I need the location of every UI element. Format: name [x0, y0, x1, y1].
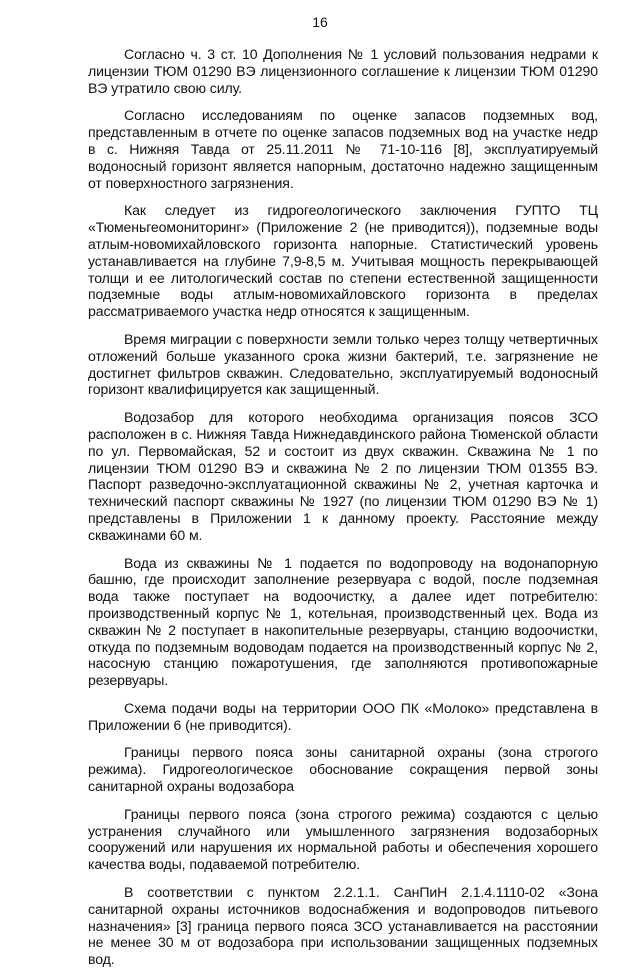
paragraph-supply-scheme: Схема подачи воды на территории ООО ПК «Молоко» представлена в Приложении 6 (не приводится).	[88, 699, 598, 733]
paragraph-groundwater-study: Согласно исследованиям по оценке запасов подземных вод, представленным в отчете по оценке запасов подземных вод на участке недр в с. Нижняя Тавда от 25.11.2011 № 71-10-116 [8], эксплуатируемый водоносный горизонт является напорным, достаточно надежно защищенным от поверхностного загрязнения.	[88, 107, 598, 191]
page-number: 16	[312, 14, 328, 30]
paragraph-first-zone-title: Границы первого пояса зоны санитарной охраны (зона строгого режима). Гидрогеологическое обоснование сокращения первой зоны санитарной охраны водозабора	[88, 744, 598, 795]
paragraph-migration-time: Время миграции с поверхности земли только через толщу четвертичных отложений больше указанного срока жизни бактерий, т.е. загрязнение не достигнет фильтров скважин. Следовательно, эксплуатируемый водоносный горизонт квалифицируется как защищенный.	[88, 330, 598, 398]
paragraph-license-agreement: Согласно ч. 3 ст. 10 Дополнения № 1 условий пользования недрами к лицензии ТЮМ 01290 ВЭ лицензионного соглашение к лицензии ТЮМ 01290 ВЭ утратило свою силу.	[88, 46, 598, 96]
paragraph-first-zone-purpose: Границы первого пояса (зона строгого режима) создаются с целью устранения случайного или умышленного загрязнения водозаборных сооружений или нарушения их нормальной работы и обеспечения хорошего качества воды, подаваемой потребителю.	[88, 805, 598, 873]
paragraph-hydrogeological-conclusion: Как следует из гидрогеологического заключения ГУПТО ТЦ «Тюменьгеомониторинг» (Приложение 2 (не приводится)), подземные воды атлым-новомихайловского горизонта напорные. Статистический уровень устанавливается на глубине 7,9-8,5 м. Учитывая мощность перекрывающей толщи и ее литологический состав по степени естественной защищенности подземные воды атлым-новомихайловского горизонта в пределах рассматриваемого участка недр относятся к защищенным.	[88, 202, 598, 320]
paragraph-water-intake: Водозабор для которого необходима организация поясов ЗСО расположен в с. Нижняя Тавда Нижнедавдинского района Тюменской области по ул. Первомайская, 52 и состоит из двух скважин. Скважина № 1 по лицензии ТЮМ 01290 ВЭ и скважина № 2 по лицензии ТЮМ 01355 ВЭ. Паспорт разведочно-эксплуатационной скважины № 2, учетная карточка и технический паспорт скважины № 1927 (по лицензии ТЮМ 01290 ВЭ № 1) представлены в Приложении 1 к данному проекту. Расстояние между скважинами 60 м.	[88, 409, 598, 543]
paragraph-sanpin-requirement: В соответствии с пунктом 2.2.1.1. СанПиН 2.1.4.1110-02 «Зона санитарной охраны источников водоснабжения и водопроводов питьевого назначения» [3] граница первого пояса ЗСО устанавливается на расстоянии не менее 30 м от водозабора при использовании защищенных подземных вод.	[88, 884, 598, 968]
document-body	[88, 46, 598, 978]
paragraph-water-supply: Вода из скважины № 1 подается по водопроводу на водонапорную башню, где происходит заполнение резервуара с водой, после подземная вода также поступает на водоочистку, а далее идет потребителю: производственный корпус № 1, котельная, производственный цех. Вода из скважин № 2 поступает в накопительные резервуары, станцию водоочистки, откуда по подземным водоводам подается на производственный корпус № 2, насосную станцию пожаротушения, где заполняются противопожарные резервуары.	[88, 554, 598, 689]
